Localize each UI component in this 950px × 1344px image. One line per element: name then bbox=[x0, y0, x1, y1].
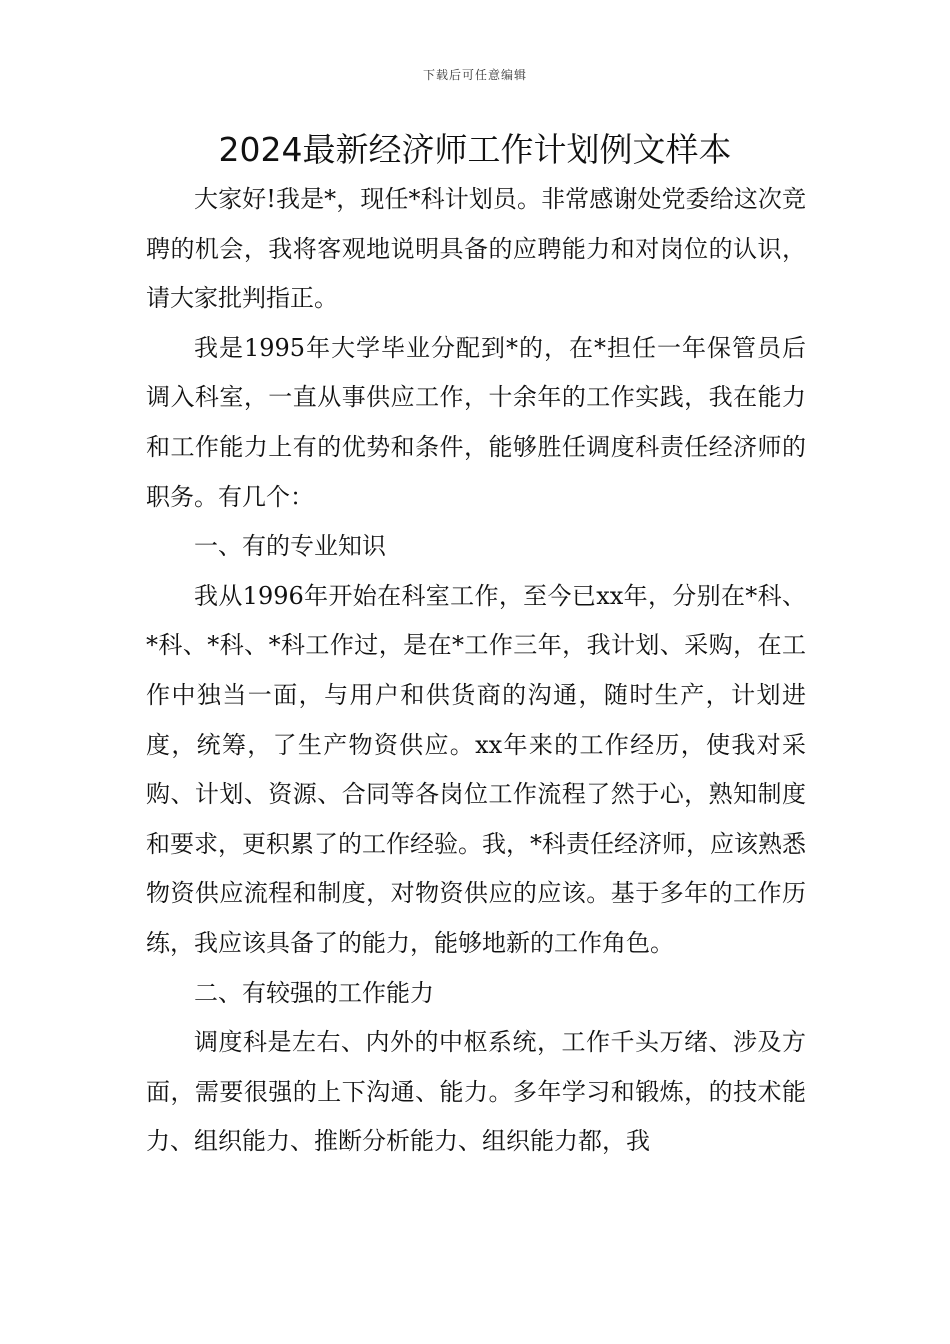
page-header-note: 下载后可任意编辑 bbox=[422, 68, 527, 82]
paragraph-background: 我是1995年大学毕业分配到*的，在*担任一年保管员后调入科室，一直从事供应工作，十余年的工作实践，我在能力和工作能力上有的优势和条件，能够胜任调度科责任经济师的职务。有几个： bbox=[146, 333, 806, 511]
document-title: 2024最新经济师工作计划例文样本 bbox=[218, 130, 732, 169]
paragraph-experience: 我从1996年开始在科室工作，至今已xx年，分别在*科、*科、*科、*科工作过，是在*工作三年，我计划、采购，在工作中独当一面，与用户和供货商的沟通，随时生产，计划进度，统筹，了生产物资供应。xx年来的工作经历，使我对采购、计划、资源、合同等各岗位工作流程了然于心，熟知制度和要求，更积累了的工作经验。我，*科责任经济师，应该熟悉物资供应流程和制度，对物资供应的应该。基于多年的工作历练，我应该具备了的能力，能够地新的工作角色。 bbox=[146, 581, 806, 957]
paragraph-greeting: 大家好!我是*，现任*科计划员。非常感谢处党委给这次竞聘的机会，我将客观地说明具备的应聘能力和对岗位的认识，请大家批判指正。 bbox=[146, 185, 806, 313]
paragraph-ability: 调度科是左右、内外的中枢系统，工作千头万绪、涉及方面，需要很强的上下沟通、能力。多年学习和锻炼，的技术能力、组织能力、推断分析能力、组织能力都，我 bbox=[146, 1028, 806, 1156]
document-body bbox=[146, 175, 806, 1167]
section-heading-ability: 二、有较强的工作能力 bbox=[194, 978, 434, 1007]
section-heading-knowledge: 一、有的专业知识 bbox=[194, 532, 386, 561]
